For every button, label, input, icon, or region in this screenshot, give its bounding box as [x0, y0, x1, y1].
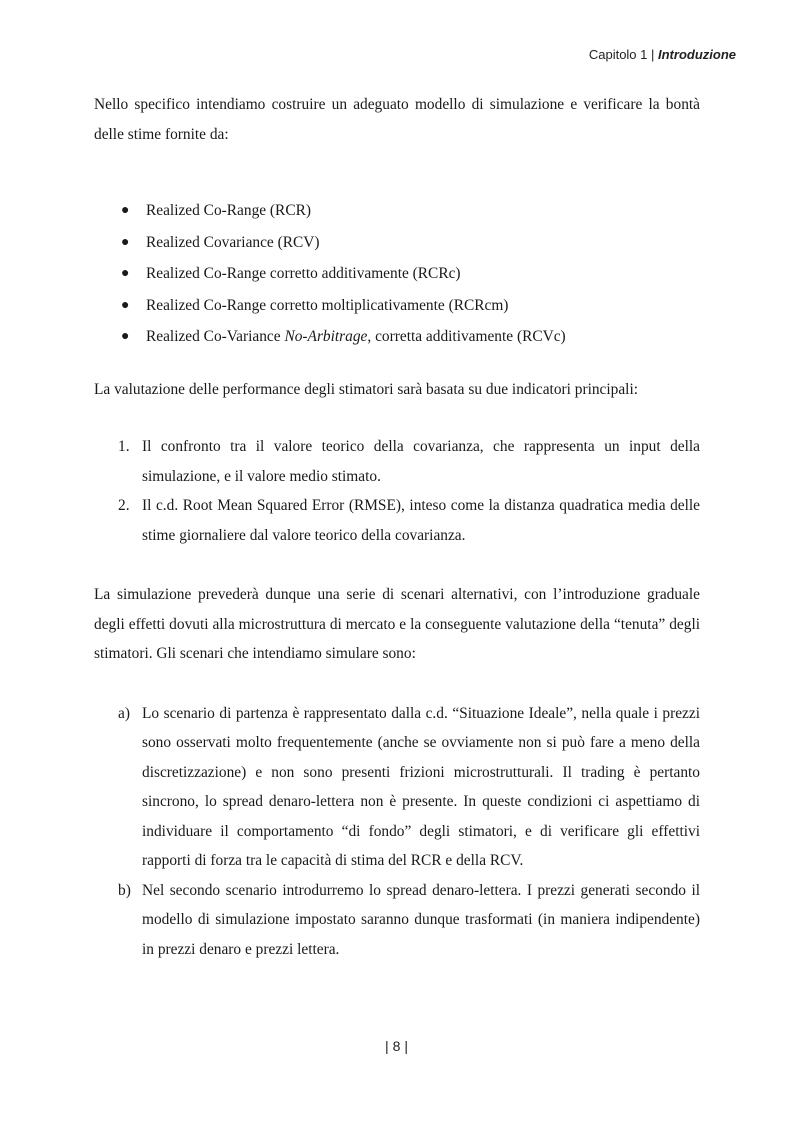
page-footer: | 8 | — [384, 1038, 409, 1054]
list-item: ● Realized Co-Range (RCR) — [94, 195, 700, 227]
list-item: ● Realized Co-Variance No-Arbitrage, corretta additivamente (RCVc) — [94, 321, 700, 353]
bullet-icon: ● — [121, 203, 130, 218]
simulation-paragraph: La simulazione prevederà dunque una serie di scenari alternativi, con l’introduzione graduale degli effetti dovuti alla microstruttura di mercato e la conseguente valutazione della “tenuta” degli stimatori. Gli scenari che intendiamo simulare sono: — [94, 586, 700, 662]
intro-paragraph: Nello specifico intendiamo costruire un adeguato modello di simulazione e verificare la bontà delle stime fornite da: — [94, 96, 700, 143]
chapter-title: Introduzione — [658, 47, 736, 62]
list-item: 2. Il c.d. Root Mean Squared Error (RMSE), inteso come la distanza quadratica media delle stime giornaliere dal valore teorico della covarianza. — [118, 497, 700, 544]
estimator-list — [94, 195, 700, 353]
list-item: b) Nel secondo scenario introdurremo lo spread denaro-lettera. I prezzi generati secondo il modello di simulazione impostato saranno dunque trasformati (in maniera indipendente) in prezzi denaro e prezzi lettera. — [118, 881, 700, 958]
bullet-icon: ● — [121, 234, 130, 250]
bullet-icon: ● — [121, 297, 130, 313]
indicator-list — [94, 432, 700, 550]
page-body — [94, 90, 700, 964]
list-item: ● Realized Co-Range corretto additivamente (RCRc) — [94, 258, 700, 290]
page-number: 8 — [392, 1038, 401, 1054]
evaluation-paragraph: La valutazione delle performance degli stimatori sarà basata su due indicatori principali: — [94, 380, 639, 398]
list-item: a) Lo scenario di partenza è rappresentato dalla c.d. “Situazione Ideale”, nella quale i prezzi sono osservati molto frequentemente (anche se ovviamente non si può fare a meno della discretizzazione) e non sono presenti frizioni microstrutturali. Il trading è pertanto sincrono, lo spread denaro-lettera non è presente. In queste condizioni ci aspettiamo di individuare il comportamento “di fondo” degli stimatori, e di verificare gli effettivi rapporti di forza tra le capacità di stima del RCR e della RCV. — [118, 704, 700, 869]
list-item: ● Realized Co-Range corretto moltiplicativamente (RCRcm) — [94, 290, 700, 322]
list-item: 1. Il confronto tra il valore teorico della covarianza, che rappresenta un input della simulazione, e il valore medio stimato. — [118, 438, 700, 485]
bullet-icon: ● — [121, 266, 130, 281]
scenario-list — [94, 699, 700, 965]
list-item: ● Realized Covariance (RCV) — [94, 227, 700, 259]
bullet-icon: ● — [121, 329, 130, 344]
page-header — [589, 47, 736, 62]
chapter-label: Capitolo 1 | — [588, 47, 655, 62]
